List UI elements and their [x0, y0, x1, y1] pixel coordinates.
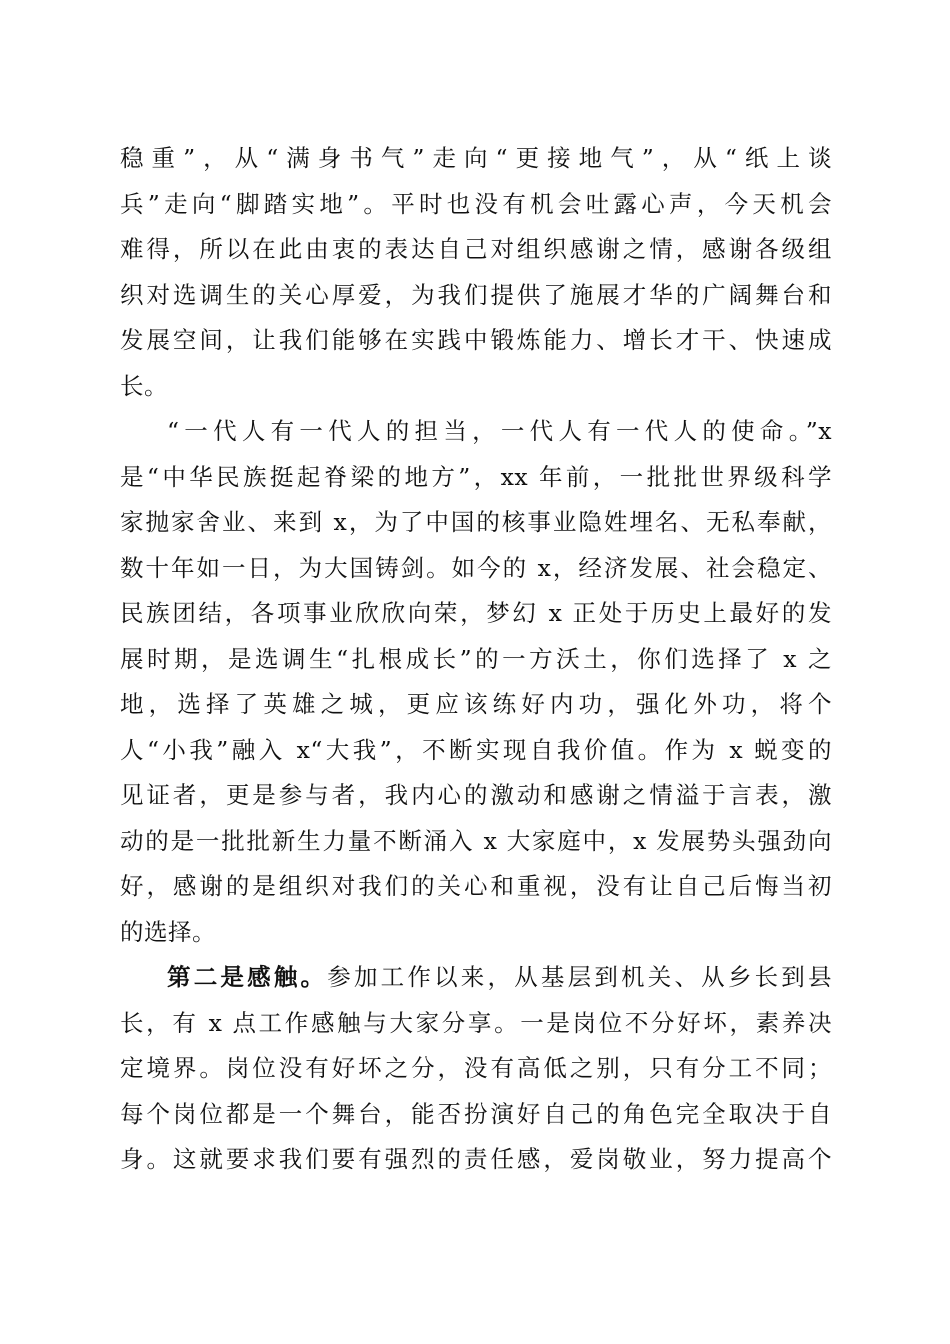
- text-line: 展时期，是选调生“扎根成长”的一方沃土，你们选择了 x 之: [120, 644, 832, 673]
- text-line: 长。: [120, 371, 168, 400]
- section-lead-rest: 参加工作以来，从基层到机关、从乡长到县: [327, 963, 832, 991]
- paragraph-2: [120, 409, 832, 955]
- text-line: 见证者，更是参与者，我内心的激动和感谢之情溢于言表，激: [120, 781, 832, 809]
- text-line: 人“小我”融入 x“大我”，不断实现自我价值。作为 x 蜕变的: [120, 735, 832, 764]
- text-line: 家抛家舍业、来到 x，为了中国的核事业隐姓埋名、无私奉献，: [120, 508, 832, 536]
- text-line: 身。这就要求我们要有强烈的责任感，爱岗敬业，努力提高个: [120, 1145, 832, 1173]
- text-line: 长，有 x 点工作感触与大家分享。一是岗位不分好坏，素养决: [120, 1008, 832, 1037]
- text-line: 定境界。岗位没有好坏之分，没有高低之别，只有分工不同；: [120, 1054, 832, 1082]
- paragraph-3: [120, 955, 832, 1183]
- text-line: 织对选调生的关心厚爱，为我们提供了施展才华的广阔舞台和: [120, 280, 832, 309]
- text-line: [120, 955, 832, 1001]
- text-line: 民族团结，各项事业欣欣向荣，梦幻 x 正处于历史上最好的发: [120, 599, 832, 627]
- text-line: 兵”走向“脚踏实地”。平时也没有机会吐露心声，今天机会: [120, 189, 832, 218]
- text-line: 数十年如一日，为大国铸剑。如今的 x，经济发展、社会稳定、: [120, 553, 832, 582]
- text-line: 是“中华民族挺起脊梁的地方”，xx 年前，一批批世界级科学: [120, 462, 832, 491]
- text-line: 动的是一批批新生力量不断涌入 x 大家庭中，x 发展势头强劲向: [120, 826, 832, 855]
- text-line: 地，选择了英雄之城，更应该练好内功，强化外功，将个: [120, 690, 832, 718]
- paragraph-1: [120, 136, 832, 409]
- text-line: 好，感谢的是组织对我们的关心和重视，没有让自己后悔当初: [120, 872, 832, 900]
- text-line: 的选择。: [120, 917, 216, 946]
- text-line: “一代人有一代人的担当，一代人有一代人的使命。”x: [167, 417, 832, 445]
- document-body: [120, 136, 832, 1183]
- text-line: 难得，所以在此由衷的表达自己对组织感谢之情，感谢各级组: [120, 235, 832, 263]
- section-lead-bold: 第二是感触。: [167, 963, 328, 991]
- text-line: 发展空间，让我们能够在实践中锻炼能力、增长才干、快速成: [120, 326, 832, 354]
- text-line: 每个岗位都是一个舞台，能否扮演好自己的角色完全取决于自: [120, 1099, 832, 1128]
- text-line: 稳重”，从“满身书气”走向“更接地气”，从“纸上谈: [120, 144, 832, 172]
